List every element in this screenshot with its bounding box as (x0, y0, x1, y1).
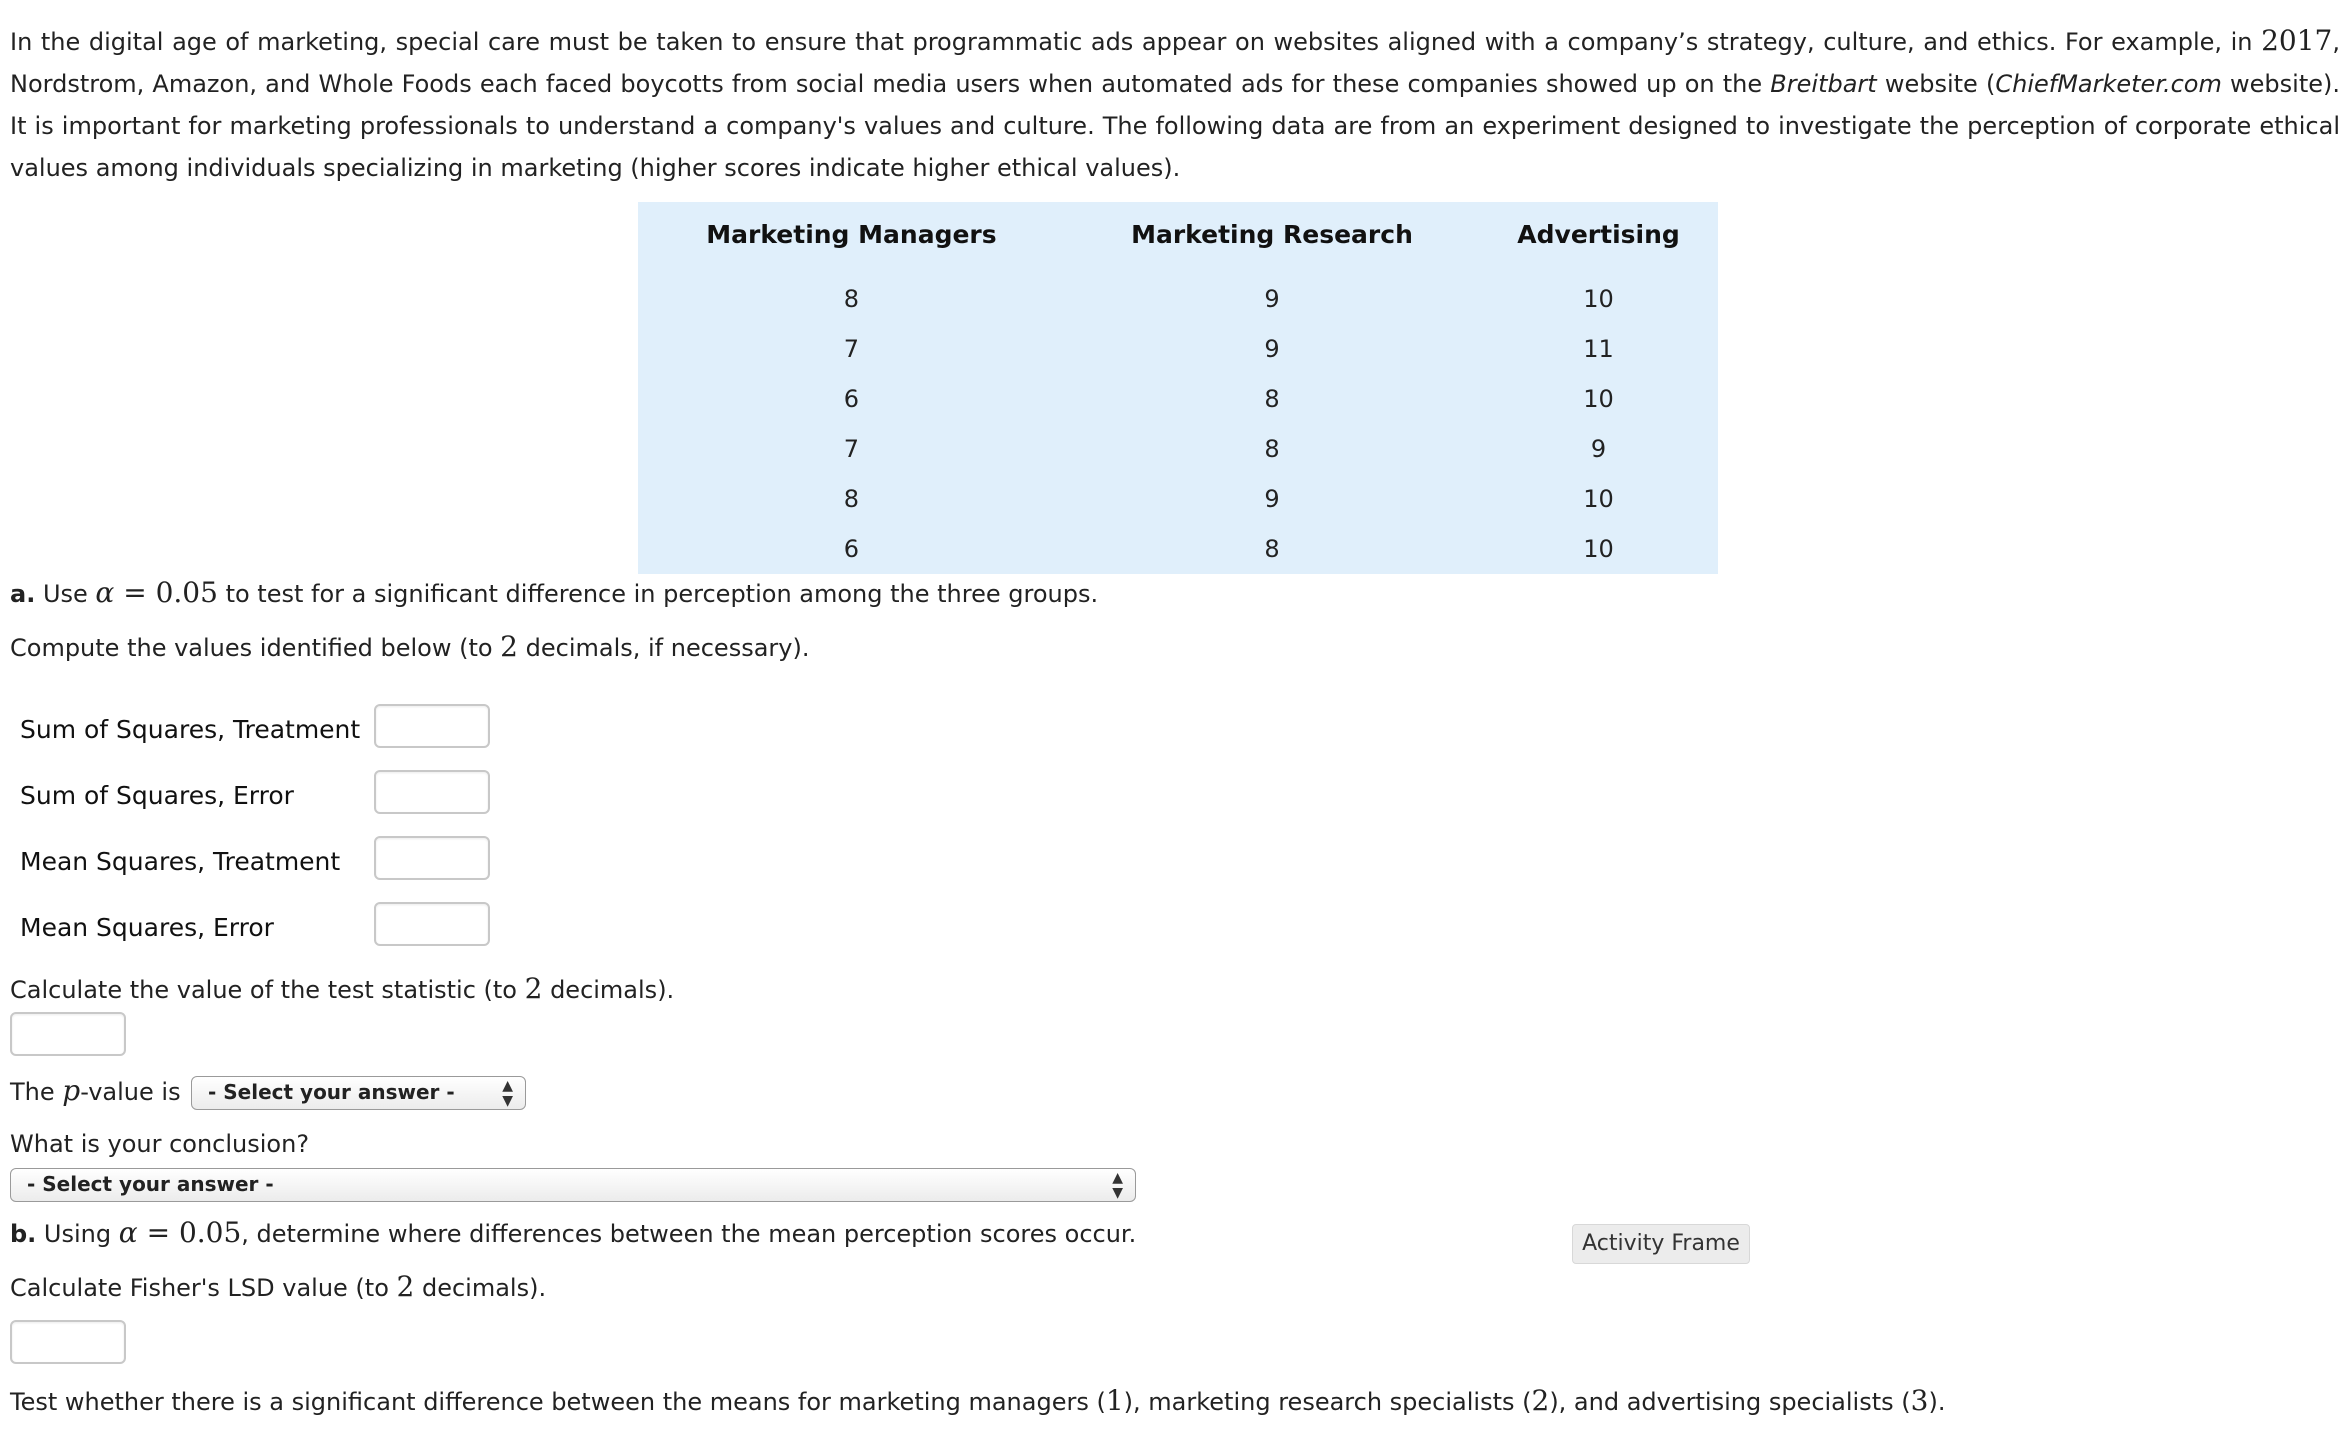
select-arrows-icon: ▲ ▼ (1112, 1170, 1123, 1201)
table-row: 8 9 10 (843, 285, 1614, 313)
table-row: 7 8 9 (843, 435, 1607, 463)
activity-frame-button[interactable]: Activity Frame (1572, 1224, 1750, 1264)
test-statistic-instruction: Calculate the value of the test statistic (to 2 decimals). (10, 972, 675, 1005)
test-difference-instruction: Test whether there is a significant difference between the means for marketing managers (1), marketing research specialists (2), and advertising specialists (3). (10, 1384, 1946, 1417)
ms-treatment-input[interactable] (374, 836, 490, 880)
table-row: 7 9 11 (843, 335, 1614, 363)
data-table (638, 202, 1718, 574)
label-ss-treatment: Sum of Squares, Treatment (20, 715, 361, 744)
lsd-instruction: Calculate Fisher's LSD value (to 2 decimals). (10, 1270, 547, 1303)
compute-instruction: Compute the values identified below (to 2 decimals, if necessary). (10, 630, 810, 663)
table-row: 8 9 10 (843, 485, 1614, 513)
table-row: 6 8 10 (843, 535, 1614, 563)
ss-error-input[interactable] (374, 770, 490, 814)
ss-treatment-input[interactable] (374, 704, 490, 748)
header-advertising: Advertising (1517, 219, 1680, 249)
label-ss-error: Sum of Squares, Error (20, 781, 294, 810)
ms-error-input[interactable] (374, 902, 490, 946)
lsd-input[interactable] (10, 1320, 126, 1364)
problem-intro: In the digital age of marketing, special care must be taken to ensure that programmatic ads appear on websites aligned with a company’s strategy, culture, and ethics. For example, in 2017, Nordstrom, Amazon, and Whole Foods each faced boycotts from social media users when automated ads for these companies showed up on the Breitbart website (ChiefMarketer.com website). It is important for marketing professionals to understand a company's values and culture. The following data are from an experiment designed to investigate the perception of corporate ethical values among individuals specializing in marketing (higher scores indicate higher ethical values). (10, 24, 2340, 182)
conclusion-question: What is your conclusion? (10, 1130, 310, 1158)
part-b-question: b. Using α = 0.05, determine where differences between the mean perception scores occur. (10, 1216, 1137, 1249)
label-ms-treatment: Mean Squares, Treatment (20, 847, 341, 876)
test-statistic-input[interactable] (10, 1012, 126, 1056)
part-a-question: a. Use α = 0.05 to test for a significant difference in perception among the three groups. (10, 576, 1099, 609)
pvalue-select[interactable]: - Select your answer - ▲ ▼ (191, 1076, 526, 1110)
select-arrows-icon: ▲ ▼ (502, 1078, 513, 1109)
pvalue-label: The p-value is (10, 1074, 181, 1107)
header-marketing-research: Marketing Research (1131, 219, 1413, 249)
table-row: 6 8 10 (843, 385, 1614, 413)
label-ms-error: Mean Squares, Error (20, 913, 274, 942)
header-marketing-managers: Marketing Managers (706, 219, 997, 249)
conclusion-select[interactable]: - Select your answer - ▲ ▼ (10, 1168, 1136, 1202)
